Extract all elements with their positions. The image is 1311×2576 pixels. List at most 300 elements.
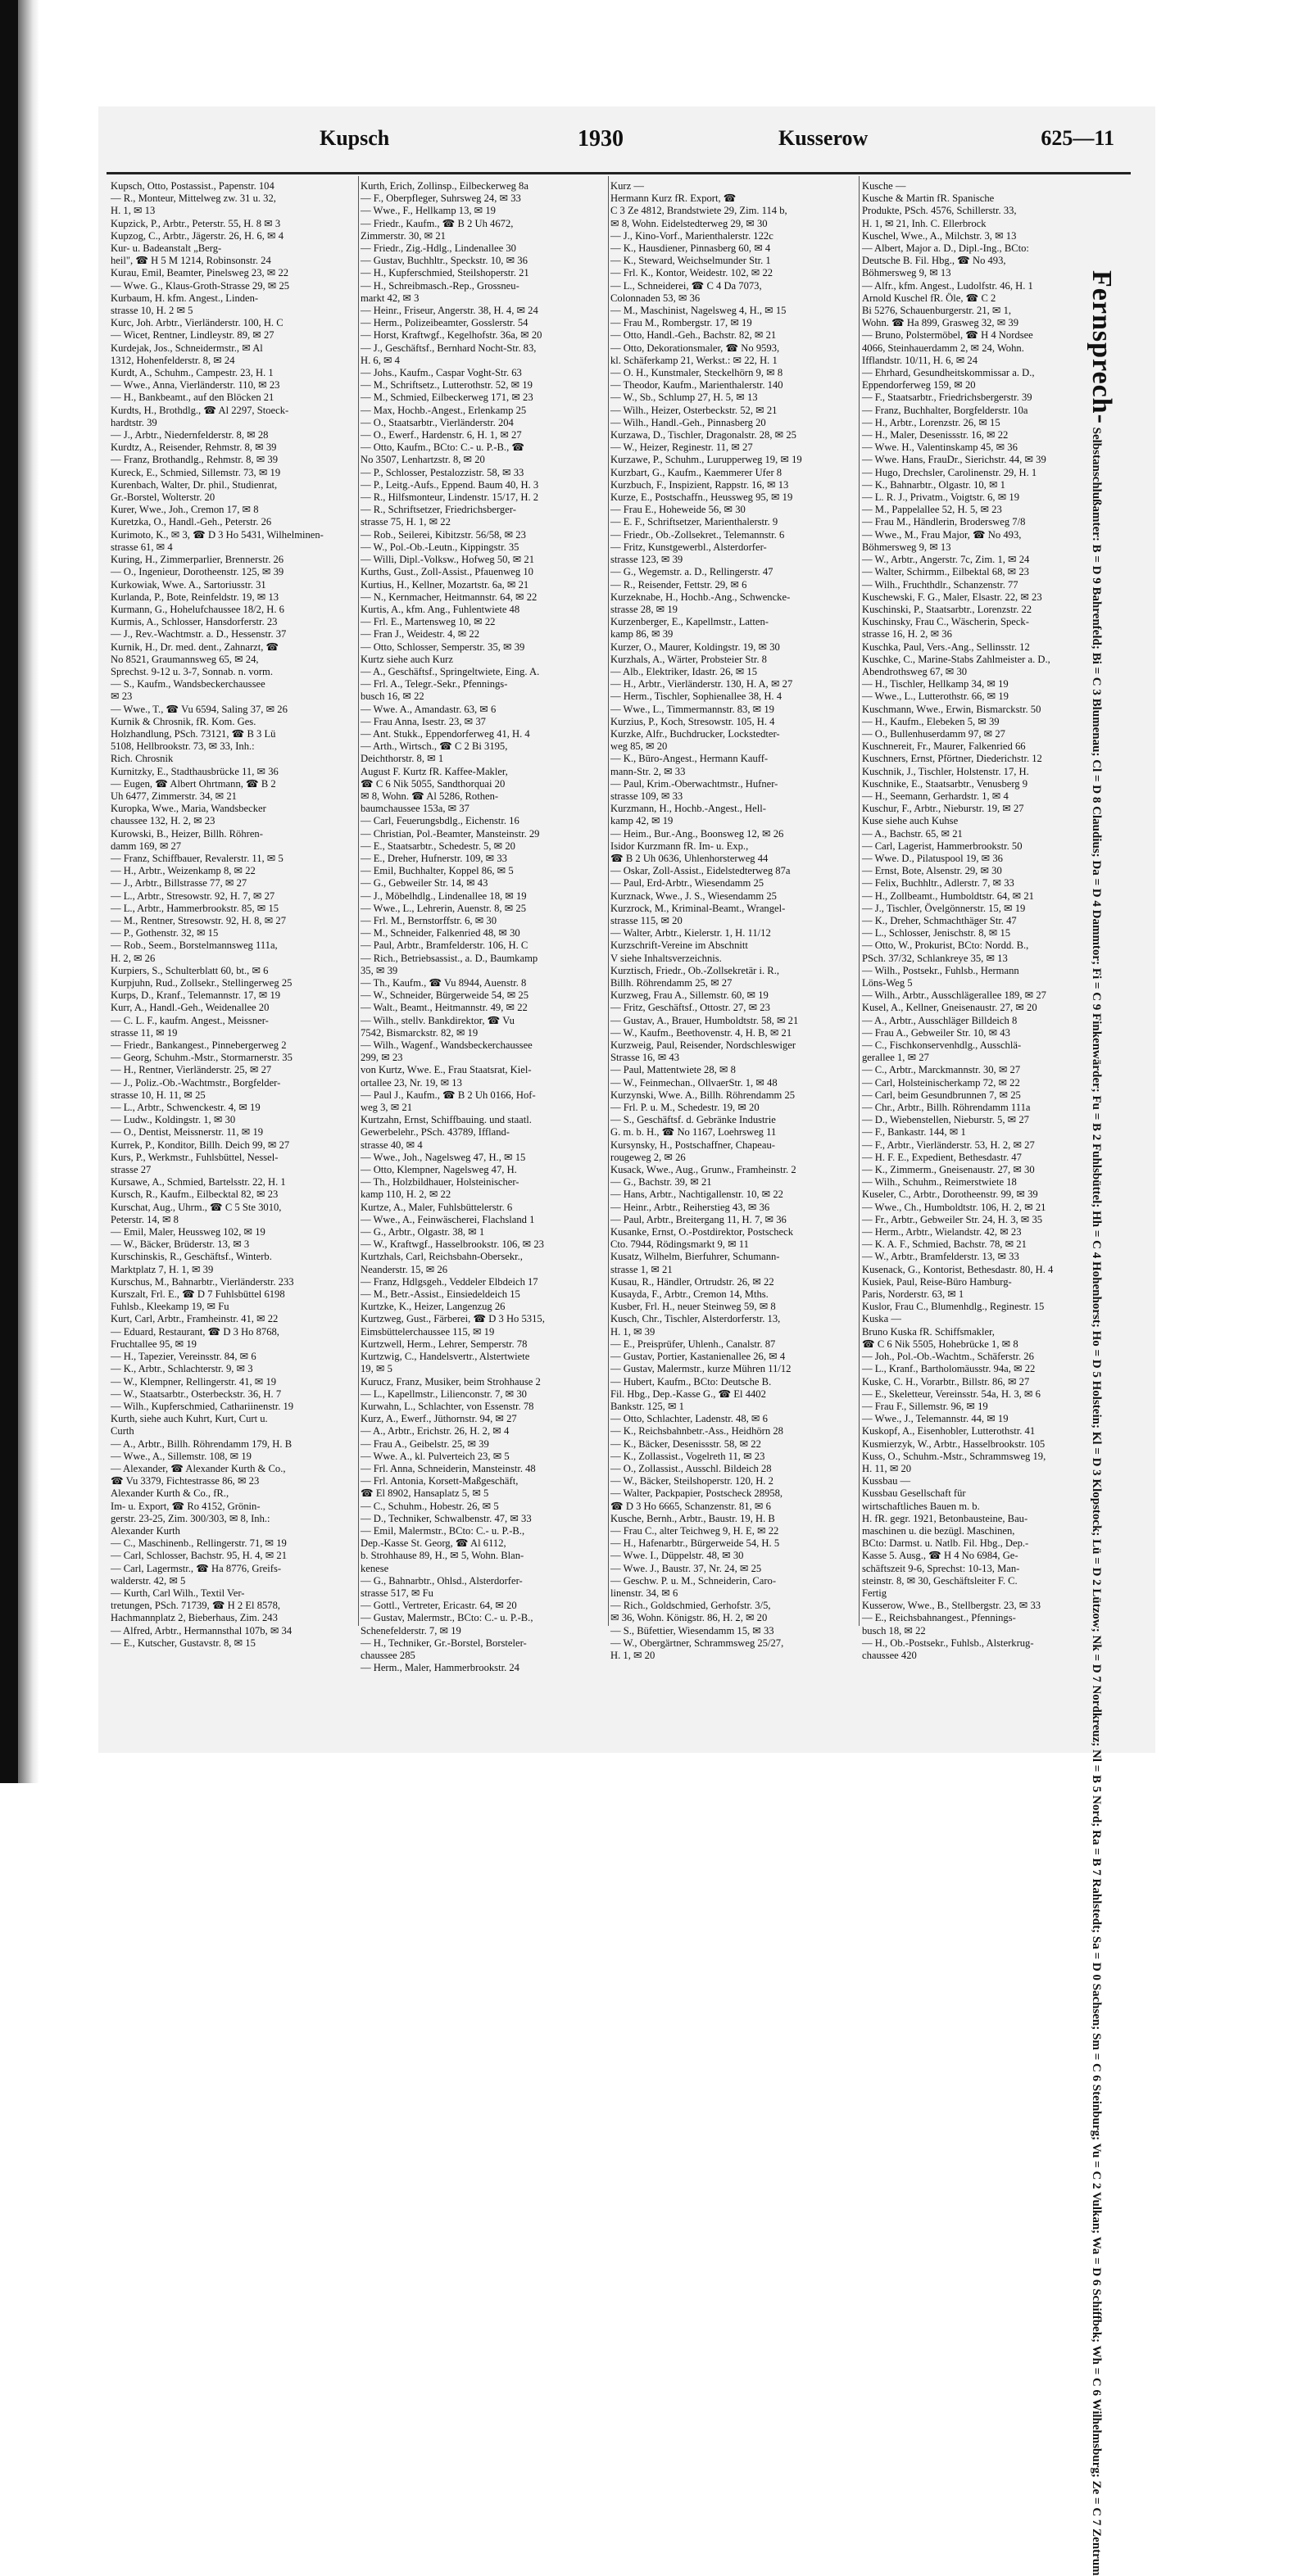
directory-entry: — R., Monteur, Mittelweg zw. 31 u. 32,: [111, 192, 276, 205]
directory-entry: — Eugen, ☎ Albert Ohrtmann, ☎ B 2: [111, 777, 276, 790]
directory-entry: heil", ☎ H 5 M 1214, Robinsonstr. 24: [111, 255, 271, 267]
directory-entry: — Frl. E., Martensweg 10, ✉ 22: [361, 616, 496, 628]
sidebar-title: Fernsprech-: [1086, 270, 1117, 424]
directory-entry: — Rich., Goldschmied, Gerhofstr. 3/5,: [610, 1600, 771, 1612]
directory-entry: — Carl, Lagermstr., ☎ Ha 8776, Greifs-: [111, 1562, 282, 1574]
directory-entry: Kurnik & Chrosnik, fR. Kom. Ges.: [111, 715, 256, 727]
directory-entry: Kurze, E., Postschaffn., Heussweg 95, ✉ 19: [610, 491, 793, 504]
directory-entry: — H., Techniker, Gr.-Borstel, Borsteler-: [361, 1637, 527, 1649]
directory-entry: — Paul, Mattentwiete 28, ✉ 8: [610, 1064, 736, 1076]
directory-entry: Kuss, O., Schuhm.-Mstr., Schrammsweg 19,: [862, 1450, 1046, 1462]
directory-entry: — Otto, Klempner, Nagelsweg 47, H.: [361, 1164, 517, 1176]
directory-entry: — Gustav, Portier, Kastanienallee 26, ✉ 4: [610, 1351, 786, 1363]
directory-entry: ☎ El 8902, Hansaplatz 5, ✉ 5: [361, 1487, 489, 1500]
directory-entry: — F., Bankastr. 144, ✉ 1: [862, 1126, 966, 1139]
directory-entry: Strasse 16, ✉ 43: [610, 1052, 680, 1064]
directory-entry: — A., Arbtr., Ausschläger Billdeich 8: [862, 1014, 1018, 1026]
directory-entry: — Joh., Pol.-Ob.-Wachtm., Schäferstr. 26: [862, 1351, 1034, 1363]
directory-entry: Kurz —: [610, 180, 644, 192]
directory-entry: 4066, Steinhauerdamm 2, ✉ 24, Wohn.: [862, 342, 1024, 354]
directory-entry: — O., Zollassist., Ausschl. Bildeich 28: [610, 1462, 772, 1474]
directory-entry: Kurt, Carl, Arbtr., Framheinstr. 41, ✉ 22: [111, 1313, 279, 1325]
directory-entry: — F., Staatsarbtr., Friedrichsbergerstr. 39: [862, 392, 1032, 404]
directory-entry: — Frl. P. u. M., Schedestr. 19, ✉ 20: [610, 1102, 760, 1114]
directory-entry: — C., Fischkonservenhdlg., Ausschlä-: [862, 1039, 1022, 1052]
directory-entry: — Walt., Beamt., Heitmannstr. 49, ✉ 22: [361, 1002, 528, 1014]
directory-entry: Kusserow, Wwe., B., Stellbergstr. 23, ✉ 33: [862, 1600, 1041, 1612]
directory-entry: Kusiek, Paul, Reise-Büro Hamburg-: [862, 1275, 1012, 1288]
directory-entry: Bankstr. 125, ✉ 1: [610, 1400, 684, 1412]
directory-entry: Bruno Kuska fR. Schiffsmakler,: [862, 1325, 995, 1338]
directory-entry: — Heinr., Arbtr., Reiherstieg 43, ✉ 36: [610, 1201, 770, 1213]
directory-entry: — Alfr., kfm. Angest., Ludolfstr. 46, H. 1: [862, 279, 1033, 292]
directory-entry: — E., Dreher, Hufnerstr. 109, ✉ 33: [361, 852, 507, 864]
directory-entry: strasse 10, H. 11, ✉ 25: [111, 1089, 206, 1101]
directory-entry: — L., Schlosser, Jenischstr. 8, ✉ 15: [862, 927, 1011, 939]
directory-entry: Kussbau —: [862, 1475, 911, 1487]
directory-entry: Kurenbach, Walter, Dr. phil., Studienrat,: [111, 478, 278, 491]
directory-entry: Kupzick, P., Arbtr., Peterstr. 55, H. 8 ✉ 3: [111, 217, 281, 229]
directory-entry: — Walter, Schirmm., Eilbektal 68, ✉ 23: [862, 566, 1029, 578]
page-number: 625—11: [1041, 126, 1114, 150]
directory-entry: No 8521, Graumannsweg 65, ✉ 24,: [111, 653, 259, 665]
directory-entry: steinstr. 8, ✉ 30, Geschäftsleiter F. C.: [862, 1574, 1018, 1587]
directory-entry: Kuska —: [862, 1313, 901, 1325]
directory-entry: V siehe Inhaltsverzeichnis.: [610, 952, 722, 964]
directory-entry: — H., Maler, Desenissstr. 16, ✉ 22: [862, 429, 1009, 441]
directory-entry: strasse 27: [111, 1164, 152, 1176]
directory-entry: — Frl. Antonia, Korsett-Maßgeschäft,: [361, 1475, 519, 1487]
directory-entry: — C., Maschinenb., Rellingerstr. 71, ✉ 19: [111, 1537, 287, 1550]
directory-entry: — Frl. A., Telegr.-Sekr., Pfennings-: [361, 678, 508, 690]
directory-entry: — K., Arbtr., Schlachterstr. 9, ✉ 3: [111, 1363, 253, 1375]
directory-entry: Kuretzka, O., Handl.-Geh., Peterstr. 26: [111, 516, 272, 528]
directory-entry: Kupsch, Otto, Postassist., Papenstr. 104: [111, 180, 274, 192]
directory-entry: — H., Tischler, Hellkamp 34, ✉ 19: [862, 678, 1009, 690]
directory-entry: Kurr, A., Handl.-Geh., Weidenallee 20: [111, 1002, 270, 1014]
directory-entry: — Ehrhard, Gesundheitskommissar a. D.,: [862, 367, 1035, 379]
directory-entry: — Wwe., Joh., Nagelsweg 47, H., ✉ 15: [361, 1151, 526, 1163]
directory-entry: — D., Techniker, Schwalbenstr. 47, ✉ 33: [361, 1512, 532, 1524]
directory-entry: ☎ B 2 Uh 0636, Uhlenhorsterweg 44: [610, 852, 769, 864]
directory-entry: Kusau, R., Händler, Ortrudstr. 26, ✉ 22: [610, 1275, 774, 1288]
directory-entry: strasse 40, ✉ 4: [361, 1139, 423, 1151]
directory-entry: — Wwe., L., Lehrerin, Auenstr. 8, ✉ 25: [361, 902, 526, 914]
directory-entry: — J., Arbtr., Billstrasse 77, ✉ 27: [111, 877, 247, 890]
directory-entry: Gewerbelehr., PSch. 43789, Iffland-: [361, 1126, 510, 1139]
directory-entry: Deutsche B. Fil. Hbg., ☎ No 493,: [862, 255, 1006, 267]
directory-entry: Kurdtz, A., Reisender, Rehmstr. 8, ✉ 39: [111, 441, 277, 454]
directory-entry: weg 85, ✉ 20: [610, 740, 668, 753]
directory-entry: — O., Dentist, Meissnerstr. 11, ✉ 19: [111, 1126, 264, 1139]
directory-entry: — J., Poliz.-Ob.-Wachtmstr., Borgfelder-: [111, 1076, 281, 1089]
directory-entry: — Otto, W., Prokurist, BCto: Nordd. B.,: [862, 939, 1029, 952]
directory-entry: Kurzmann, H., Hochb.-Angest., Hell-: [610, 803, 766, 815]
directory-entry: Kursynsky, H., Postschaffner, Chapeau-: [610, 1139, 775, 1151]
directory-entry: Kuse siehe auch Kuhse: [862, 815, 959, 827]
directory-entry: Abendrothsweg 67, ✉ 30: [862, 665, 968, 677]
directory-entry: b. Strohhause 89, H., ✉ 5, Wohn. Blan-: [361, 1550, 524, 1562]
directory-entry: Kurzschrift-Vereine im Abschnitt: [610, 939, 748, 952]
directory-entry: busch 16, ✉ 22: [361, 690, 424, 703]
directory-entry: Kurucz, Franz, Musiker, beim Strohhause 2: [361, 1375, 541, 1388]
directory-entry: — W., Bäcker, Brüderstr. 13, ✉ 3: [111, 1238, 250, 1251]
directory-entry: — H., Zollbeamt., Humboldtstr. 64, ✉ 21: [862, 890, 1034, 902]
directory-entry: — Rob., Seem., Borstelmannsweg 111a,: [111, 939, 278, 952]
directory-entry: rougeweg 2, ✉ 26: [610, 1151, 686, 1163]
directory-entry: Produkte, PSch. 4576, Schillerstr. 33,: [862, 205, 1017, 217]
directory-entry: — Wilh., Schuhm., Reimerstwiete 18: [862, 1176, 1017, 1188]
directory-entry: busch 18, ✉ 22: [862, 1624, 926, 1637]
directory-entry: — H., Arbtr., Lorenzstr. 26, ✉ 15: [862, 416, 1000, 428]
directory-entry: — Franz, Hdlgsgeh., Veddeler Elbdeich 17: [361, 1275, 538, 1288]
directory-entry: — E., Staatsarbtr., Schedestr. 5, ✉ 20: [361, 840, 515, 852]
directory-entry: — G., Arbtr., Olgastr. 38, ✉ 1: [361, 1226, 485, 1238]
directory-entry: Kurtzahn, Ernst, Schiffbauing. und staatl.: [361, 1114, 532, 1126]
directory-entry: Kuschinski, P., Staatsarbtr., Lorenzstr. 22: [862, 603, 1032, 615]
directory-entry: — Paul J., Kaufm., ☎ B 2 Uh 0166, Hof-: [361, 1089, 536, 1101]
scan-shadow: [18, 0, 39, 1783]
directory-entry: — L. R. J., Privatm., Voigtstr. 6, ✉ 19: [862, 491, 1020, 504]
directory-entry: — P., Schlosser, Pestalozzistr. 58, ✉ 33: [361, 466, 524, 478]
directory-entry: Kuring, H., Zimmerparlier, Brennerstr. 26: [111, 554, 284, 566]
directory-entry: linenstr. 34, ✉ 6: [610, 1587, 678, 1599]
directory-entry: — Wwe., A., Feinwäscherei, Flachsland 1: [361, 1213, 535, 1225]
directory-entry: Kurzke, Alfr., Buchdrucker, Lockstedter-: [610, 727, 780, 740]
directory-entry: — Wwe. Hans, FrauDr., Sierichstr. 44, ✉ 39: [862, 454, 1046, 466]
directory-entry: — Gustav, Malermstr., BCto: C.- u. P.-B.,: [361, 1612, 533, 1624]
directory-entry: — A., Arbtr., Billh. Röhrendamm 179, H. B: [111, 1437, 293, 1450]
directory-entry: — E., Kutscher, Gustavstr. 8, ✉ 15: [111, 1637, 256, 1649]
directory-entry: — K., Hausdiener, Pinnasberg 60, ✉ 4: [610, 242, 771, 255]
directory-column-3: [610, 180, 856, 1661]
directory-entry: — Herm., Maler, Hammerbrookstr. 24: [361, 1662, 519, 1674]
directory-entry: PSch. 37/32, Schlankreye 35, ✉ 13: [862, 952, 1008, 964]
directory-entry: — K., Reichsbahnbetr.-Ass., Heidhörn 28: [610, 1425, 783, 1437]
directory-entry: 7542, Bismarckstr. 82, ✉ 19: [361, 1026, 479, 1039]
directory-entry: — R., Reisender, Fettstr. 29, ✉ 6: [610, 578, 747, 591]
directory-entry: Kurdt, A., Schuhm., Campestr. 23, H. 1: [111, 367, 274, 379]
directory-entry: — Felix, Buchhltr., Adlerstr. 7, ✉ 33: [862, 877, 1014, 890]
directory-entry: 35, ✉ 39: [361, 964, 398, 976]
directory-entry: — P., Leitg.-Aufs., Eppend. Baum 40, H. 3: [361, 478, 539, 491]
directory-column-1: [111, 180, 356, 1649]
directory-entry: — J., Möbelhdlg., Lindenallee 18, ✉ 19: [361, 890, 527, 902]
directory-entry: — Th., Holzbildhauer, Holsteinischer-: [361, 1176, 519, 1188]
directory-entry: strasse 28, ✉ 19: [610, 603, 678, 615]
directory-entry: — Frl. K., Kontor, Weidestr. 102, ✉ 22: [610, 267, 773, 279]
directory-entry: Kurztisch, Friedr., Ob.-Zollsekretär i. R.,: [610, 964, 780, 976]
directory-entry: strasse 11, ✉ 19: [111, 1026, 178, 1039]
directory-entry: — Max, Hochb.-Angest., Erlenkamp 25: [361, 404, 527, 416]
directory-entry: — N., Kernmacher, Heitmannstr. 64, ✉ 22: [361, 591, 538, 603]
directory-entry: — H., Bankbeamt., auf den Blöcken 21: [111, 392, 274, 404]
directory-entry: Kurwahn, L., Schlachter, von Essenstr. 78: [361, 1400, 534, 1412]
directory-entry: kamp 86, ✉ 39: [610, 628, 674, 641]
directory-entry: — Walter, Packpapier, Postscheck 28958,: [610, 1487, 783, 1500]
directory-entry: kamp 42, ✉ 19: [610, 815, 674, 827]
directory-entry: — Frl. Anna, Schneiderin, Mansteinstr. 48: [361, 1462, 536, 1474]
directory-entry: — Wwe., F., Hellkamp 13, ✉ 19: [361, 205, 496, 217]
directory-entry: ☎ Vu 3379, Fichtestrasse 86, ✉ 23: [111, 1475, 260, 1487]
directory-entry: — K., Steward, Weichselmunder Str. 1: [610, 255, 771, 267]
directory-entry: Kussbau Gesellschaft für: [862, 1487, 966, 1500]
directory-entry: — H., Arbtr., Weizenkamp 8, ✉ 22: [111, 865, 256, 877]
directory-entry: — Wwe., Anna, Vierländerstr. 110, ✉ 23: [111, 379, 280, 392]
directory-entry: — M., Maschinist, Nagelsweg 4, H., ✉ 15: [610, 305, 787, 317]
directory-entry: — O., Ewerf., Hardenstr. 6, H. 1, ✉ 27: [361, 429, 522, 441]
directory-entry: 19, ✉ 5: [361, 1363, 392, 1375]
directory-entry: Kurths, Gust., Zoll-Assist., Pfauenweg 10: [361, 566, 533, 578]
directory-entry: Kurzweig, Paul, Reisender, Nordschleswiger: [610, 1039, 796, 1052]
directory-entry: — Frau M., Rombergstr. 17, ✉ 19: [610, 317, 752, 329]
directory-entry: — Carl, Holsteinischerkamp 72, ✉ 22: [862, 1076, 1020, 1089]
directory-entry: Schenefelderstr. 7, ✉ 19: [361, 1624, 461, 1637]
directory-entry: Fil. Hbg., Dep.-Kasse G., ☎ El 4402: [610, 1388, 766, 1400]
directory-entry: H. 6, ✉ 4: [361, 354, 400, 366]
directory-entry: — W., Kaufm., Beethovenstr. 4, H. B, ✉ 21: [610, 1026, 792, 1039]
directory-entry: — Wwe., L., Timmermannstr. 83, ✉ 19: [610, 703, 774, 715]
directory-entry: — Wwe., A., Sillemstr. 108, ✉ 19: [111, 1450, 252, 1462]
directory-entry: Kurrek, P., Konditor, Billh. Deich 99, ✉ 27: [111, 1139, 290, 1151]
directory-entry: ✉ 23: [111, 690, 133, 703]
directory-entry: — C., Schuhm., Hobestr. 26, ✉ 5: [361, 1500, 499, 1512]
directory-entry: — Arth., Wirtsch., ☎ C 2 Bi 3195,: [361, 740, 508, 753]
directory-entry: kenese: [361, 1562, 389, 1574]
directory-entry: — K. A. F., Schmied, Bachstr. 78, ✉ 21: [862, 1238, 1027, 1251]
directory-entry: — Frl. M., Bernstorffstr. 6, ✉ 30: [361, 914, 497, 926]
directory-entry: — Wwe., M., Frau Major, ☎ No 493,: [862, 528, 1022, 541]
directory-entry: strasse 10, H. 2 ✉ 5: [111, 305, 193, 317]
directory-entry: Kuschinsky, Frau C., Wäscherin, Speck-: [862, 616, 1029, 628]
directory-entry: gerstr. 23-25, Zim. 300/303, ✉ 8, Inh.:: [111, 1512, 270, 1524]
directory-entry: Löns-Weg 5: [862, 977, 913, 989]
directory-entry: chaussee 420: [862, 1649, 917, 1661]
directory-entry: C 3 Ze 4812, Brandstwiete 29, Zim. 114 b,: [610, 205, 787, 217]
page-header: [98, 123, 1131, 156]
directory-entry: — M., Schmied, Eilbeckerweg 171, ✉ 23: [361, 392, 533, 404]
directory-entry: Marktplatz 7, H. 1, ✉ 39: [111, 1263, 214, 1275]
directory-entry: Kureck, E., Schmied, Sillemstr. 73, ✉ 19: [111, 466, 281, 478]
directory-entry: — Wwe. D., Pilatuspool 19, ✉ 36: [862, 852, 1003, 864]
directory-entry: — Otto, Kaufm., BCto: C.- u. P.-B., ☎: [361, 441, 525, 454]
directory-entry: Arnold Kuschel fR. Öle, ☎ C 2: [862, 292, 996, 304]
directory-entry: Kurdts, H., Brothdlg., ☎ Al 2297, Stoeck-: [111, 404, 289, 416]
directory-entry: — C. L. F., kaufm. Angest., Meissner-: [111, 1014, 269, 1026]
directory-entry: — Friedr., Kaufm., ☎ B 2 Uh 4672,: [361, 217, 514, 229]
directory-entry: strasse 517, ✉ Fu: [361, 1587, 433, 1599]
directory-entry: — Alexander, ☎ Alexander Kurth & Co.,: [111, 1462, 286, 1474]
directory-entry: — M., Rentner, Stresowstr. 92, H. 8, ✉ 27: [111, 914, 286, 926]
directory-entry: Kusenack, G., Kontorist, Bethesdastr. 80, H. 4: [862, 1263, 1054, 1275]
directory-entry: ortallee 23, Nr. 19, ✉ 13: [361, 1076, 462, 1089]
directory-entry: — Willi, Dipl.-Volksw., Hofweg 50, ✉ 21: [361, 554, 535, 566]
directory-entry: Kusche —: [862, 180, 906, 192]
directory-entry: Kurlanda, P., Bote, Reinfeldstr. 19, ✉ 13: [111, 591, 279, 603]
directory-entry: Kusch, Chr., Tischler, Alsterdorferstr. 13,: [610, 1313, 781, 1325]
directory-entry: — Albert, Major a. D., Dipl.-Ing., BCto:: [862, 242, 1029, 255]
directory-entry: — A., Arbtr., Erichstr. 26, H. 2, ✉ 4: [361, 1425, 510, 1437]
directory-entry: — W., Klempner, Rellingerstr. 41, ✉ 19: [111, 1375, 277, 1388]
directory-entry: — Wwe., T., ☎ Vu 6594, Saling 37, ✉ 26: [111, 703, 288, 715]
directory-entry: Kurznack, Wwe., J. S., Wiesendamm 25: [610, 890, 777, 902]
directory-entry: — Wwe. A., Amandastr. 63, ✉ 6: [361, 703, 497, 715]
directory-entry: Kurpiers, S., Schulterblatt 60, bt., ✉ 6: [111, 964, 269, 976]
directory-entry: Kur- u. Badeanstalt „Berg-: [111, 242, 222, 255]
directory-column-4: [862, 180, 1116, 1661]
sidebar-legend: [1086, 270, 1168, 2576]
directory-entry: — Fr., Arbtr., Gebweiler Str. 24, H. 3, ✉ 35: [862, 1213, 1043, 1225]
directory-entry: — Otto, Dekorationsmaler, ☎ No 9593,: [610, 342, 780, 354]
directory-entry: — Herm., Arbtr., Wielandstr. 42, ✉ 23: [862, 1226, 1022, 1238]
directory-entry: Kuschners, Ernst, Pförtner, Diederichstr. 12: [862, 753, 1042, 765]
directory-entry: H. 11, ✉ 20: [862, 1462, 912, 1474]
directory-entry: — Fritz, Geschäftsf., Ottostr. 27, ✉ 23: [610, 1002, 770, 1014]
directory-entry: — S., Geschäftsf. d. Gebränke Industrie: [610, 1114, 776, 1126]
directory-entry: Kurzbart, G., Kaufm., Kaemmerer Ufer 8: [610, 466, 783, 478]
directory-entry: — Paul, Arbtr., Bramfelderstr. 106, H. C: [361, 939, 528, 952]
directory-entry: — H., Ob.-Postsekr., Fuhlsb., Alsterkrug-: [862, 1637, 1034, 1649]
directory-entry: Kurkowiak, Wwe. A., Sartoriusstr. 31: [111, 578, 266, 591]
directory-entry: — E., Skeletteur, Vereinsstr. 54a, H. 3, ✉ 6: [862, 1388, 1041, 1400]
directory-entry: — Wilh., stellv. Bankdirektor, ☎ Vu: [361, 1014, 515, 1026]
directory-entry: Eimsbüttelerchaussee 115, ✉ 19: [361, 1325, 495, 1338]
directory-entry: von Kurtz, Wwe. E., Frau Staatsrat, Kiel-: [361, 1064, 532, 1076]
directory-entry: Dep.-Kasse St. Georg, ☎ Al 6112,: [361, 1537, 506, 1550]
directory-entry: strasse 1, ✉ 21: [610, 1263, 673, 1275]
directory-entry: strasse 61, ✉ 4: [111, 541, 173, 553]
directory-entry: Curth: [111, 1425, 134, 1437]
directory-entry: G. m. b. H., ☎ No 1167, Loehrsweg 11: [610, 1126, 777, 1139]
directory-entry: Deichthorstr. 8, ✉ 1: [361, 753, 444, 765]
directory-entry: — Wwe. J., Baustr. 37, Nr. 24, ✉ 25: [610, 1562, 762, 1574]
directory-entry: — H., Tapezier, Vereinsstr. 84, ✉ 6: [111, 1351, 256, 1363]
directory-entry: — G., Bachstr. 39, ✉ 21: [610, 1176, 712, 1188]
directory-entry: — Horst, Kraftwgf., Kegelhofstr. 36a, ✉ 20: [361, 329, 542, 342]
directory-entry: Zimmerstr. 30, ✉ 21: [361, 229, 446, 242]
directory-entry: — H., Kaufm., Elebeken 5, ✉ 39: [862, 715, 1000, 727]
directory-entry: Kurc, Joh. Arbtr., Vierländerstr. 100, H. C: [111, 317, 284, 329]
directory-entry: — Paul, Erd-Arbtr., Wiesendamm 25: [610, 877, 764, 890]
directory-entry: — F., Oberpfleger, Suhrsweg 24, ✉ 33: [361, 192, 521, 205]
directory-entry: Colonnaden 53, ✉ 36: [610, 292, 701, 304]
directory-entry: — Alb., Elektriker, Idastr. 26, ✉ 15: [610, 665, 757, 677]
directory-entry: — R., Schriftsetzer, Friedrichsberger-: [361, 504, 516, 516]
directory-entry: 299, ✉ 23: [361, 1052, 403, 1064]
directory-entry: Kurimoto, K., ✉ 3, ☎ D 3 Ho 5431, Wilhelminen-: [111, 528, 324, 541]
directory-entry: Gr.-Borstel, Wolterstr. 20: [111, 491, 215, 504]
directory-entry: H. 1, ✉ 39: [610, 1325, 656, 1338]
directory-entry: Kurtzhals, Carl, Reichsbahn-Obersekr.,: [361, 1251, 523, 1263]
directory-entry: Böhmersweg 9, ✉ 13: [862, 541, 951, 553]
directory-entry: Kurszalt, Frl. E., ☎ D 7 Fuhlsbüttel 6198: [111, 1288, 285, 1301]
directory-entry: Kurtius, H., Kellner, Mozartstr. 6a, ✉ 21: [361, 578, 529, 591]
directory-entry: Fuhlsb., Kleekamp 19, ✉ Fu: [111, 1301, 229, 1313]
directory-entry: Kurzbuch, F., Inspizient, Rappstr. 16, ✉ 13: [610, 478, 789, 491]
directory-entry: 1312, Hohenfelderstr. 8, ✉ 24: [111, 354, 235, 366]
directory-entry: Kurnitzky, E., Stadthausbrücke 11, ✉ 36: [111, 765, 279, 777]
directory-entry: — E., Preisprüfer, Uhlenh., Canalstr. 87: [610, 1338, 776, 1350]
directory-entry: — Georg, Schuhm.-Mstr., Stormarnerstr. 35: [111, 1052, 293, 1064]
directory-entry: — A., Geschäftsf., Springeltwiete, Eing. A.: [361, 665, 540, 677]
directory-entry: — M., Pappelallee 52, H. 5, ✉ 23: [862, 504, 1002, 516]
directory-entry: — Wilh., Wagenf., Wandsbeckerchaussee: [361, 1039, 533, 1052]
directory-entry: Billh. Röhrendamm 25, ✉ 27: [610, 977, 733, 989]
directory-entry: — Wwe., J., Telemannstr. 44, ✉ 19: [862, 1413, 1009, 1425]
directory-entry: — W., Heizer, Reginestr. 11, ✉ 27: [610, 441, 753, 454]
directory-entry: — Theodor, Kaufm., Marienthalerstr. 140: [610, 379, 783, 392]
directory-entry: August F. Kurtz fR. Kaffee-Makler,: [361, 765, 508, 777]
directory-entry: — Wwe. A., kl. Pulverteich 23, ✉ 5: [361, 1450, 510, 1462]
directory-entry: Kuske, C. H., Vorarbtr., Billstr. 86, ✉ 27: [862, 1375, 1030, 1388]
directory-entry: — A., Bachstr. 65, ✉ 21: [862, 827, 963, 840]
directory-entry: Kurtzweg, Gust., Färberei, ☎ D 3 Ho 5315,: [361, 1313, 545, 1325]
directory-entry: — P., Gothenstr. 32, ✉ 15: [111, 927, 219, 939]
directory-entry: Eppendorferweg 159, ✉ 20: [862, 379, 976, 392]
directory-entry: — K., Dreher, Schmachthäger Str. 47: [862, 914, 1017, 926]
directory-entry: — Frau M., Händlerin, Brodersweg 7/8: [862, 516, 1026, 528]
directory-entry: — Wilh., Postsekr., Fuhlsb., Hermann: [862, 964, 1019, 976]
directory-entry: — W., Pol.-Ob.-Leutn., Kippingstr. 35: [361, 541, 519, 553]
directory-entry: — O., Staatsarbtr., Vierländerstr. 204: [361, 416, 514, 428]
directory-entry: H. 2, ✉ 26: [111, 952, 156, 964]
directory-entry: — Bruno, Polstermöbel, ☎ H 4 Nordsee: [862, 329, 1033, 342]
directory-entry: Kurbaum, H. kfm. Angest., Linden-: [111, 292, 259, 304]
directory-entry: Kusel, A., Kellner, Gneisenaustr. 27, ✉ 20: [862, 1002, 1037, 1014]
directory-entry: Hermann Kurz fR. Export, ☎: [610, 192, 737, 205]
directory-entry: — H., Hafenarbtr., Bürgerweide 54, H. 5: [610, 1537, 780, 1550]
directory-entry: ✉ 8, Wohn. Eidelstedterweg 29, ✉ 30: [610, 217, 768, 229]
directory-entry: Holzhandlung, PSch. 73121, ☎ B 3 Lü: [111, 727, 276, 740]
directory-entry: — Franz, Buchhalter, Borgfelderstr. 10a: [862, 404, 1028, 416]
directory-entry: H. 1, ✉ 20: [610, 1649, 656, 1661]
directory-entry: — Carl, Lagerist, Hammerbrookstr. 50: [862, 840, 1023, 852]
directory-entry: — Franz, Schiffbauer, Revalerstr. 11, ✉ 5: [111, 852, 284, 864]
directory-entry: strasse 16, H. 2, ✉ 36: [862, 628, 952, 641]
directory-entry: — Walter, Arbtr., Kielerstr. 1, H. 11/12: [610, 927, 771, 939]
directory-entry: — L., Arbtr., Hammerbrookstr. 85, ✉ 15: [111, 902, 279, 914]
directory-entry: Kurzweg, Frau A., Sillemstr. 60, ✉ 19: [610, 989, 769, 1002]
directory-entry: Cto. 7944, Rödingsmarkt 9, ✉ 11: [610, 1238, 749, 1251]
directory-entry: — Herm., Polizeibeamter, Gosslerstr. 54: [361, 317, 528, 329]
directory-entry: — J., Arbtr., Niedernfelderstr. 8, ✉ 28: [111, 429, 269, 441]
directory-entry: — Paul, Krim.-Oberwachtmstr., Hufner-: [610, 777, 778, 790]
directory-entry: — Hubert, Kaufm., BCto: Deutsche B.: [610, 1375, 772, 1388]
directory-entry: H. 1, ✉ 13: [111, 205, 156, 217]
directory-entry: Kuschmann, Wwe., Erwin, Bismarckstr. 50: [862, 703, 1041, 715]
directory-entry: — Hans, Arbtr., Nachtigallenstr. 10, ✉ 22: [610, 1188, 783, 1201]
directory-entry: strasse 123, ✉ 39: [610, 554, 683, 566]
directory-entry: — C., Arbtr., Marckmannstr. 30, ✉ 27: [862, 1064, 1021, 1076]
directory-entry: Kusatz, Wilhelm, Bierfuhrer, Schumann-: [610, 1251, 780, 1263]
directory-entry: — Wilh., Kupferschmied, Cathariinenstr. 19: [111, 1400, 294, 1412]
directory-entry: — Friedr., Ob.-Zollsekret., Telemannstr. 6: [610, 528, 785, 541]
directory-entry: No 3507, Lenhartzstr. 8, ✉ 20: [361, 454, 485, 466]
directory-entry: Kurtz siehe auch Kurz: [361, 653, 453, 665]
directory-entry: — Frau E., Hoheweide 56, ✉ 30: [610, 504, 746, 516]
directory-entry: Kurzeknabe, H., Hochb.-Ang., Schwencke-: [610, 591, 791, 603]
directory-entry: — W., Kraftwgf., Hasselbrookstr. 106, ✉ 23: [361, 1238, 544, 1251]
directory-entry: — M., Betr.-Assist., Einsiedeldeich 15: [361, 1288, 520, 1301]
directory-entry: Kurzawe, P., Schuhm., Lurupperweg 19, ✉ 19: [610, 454, 802, 466]
directory-entry: — G., Wegemstr. a. D., Rellingerstr. 47: [610, 566, 773, 578]
directory-entry: ☎ C 6 Nik 5055, Sandthorquai 20: [361, 777, 506, 790]
directory-entry: Kuschnereit, Fr., Maurer, Falkenried 66: [862, 740, 1026, 753]
directory-entry: — E., Reichsbahnangest., Pfennings-: [862, 1612, 1016, 1624]
directory-entry: Kurtis, A., kfm. Ang., Fuhlentwiete 48: [361, 603, 520, 615]
directory-entry: Kurtzwig, C., Handelsvertr., Alstertwiete: [361, 1351, 530, 1363]
directory-entry: ☎ D 3 Ho 6665, Schanzenstr. 81, ✉ 6: [610, 1500, 771, 1512]
